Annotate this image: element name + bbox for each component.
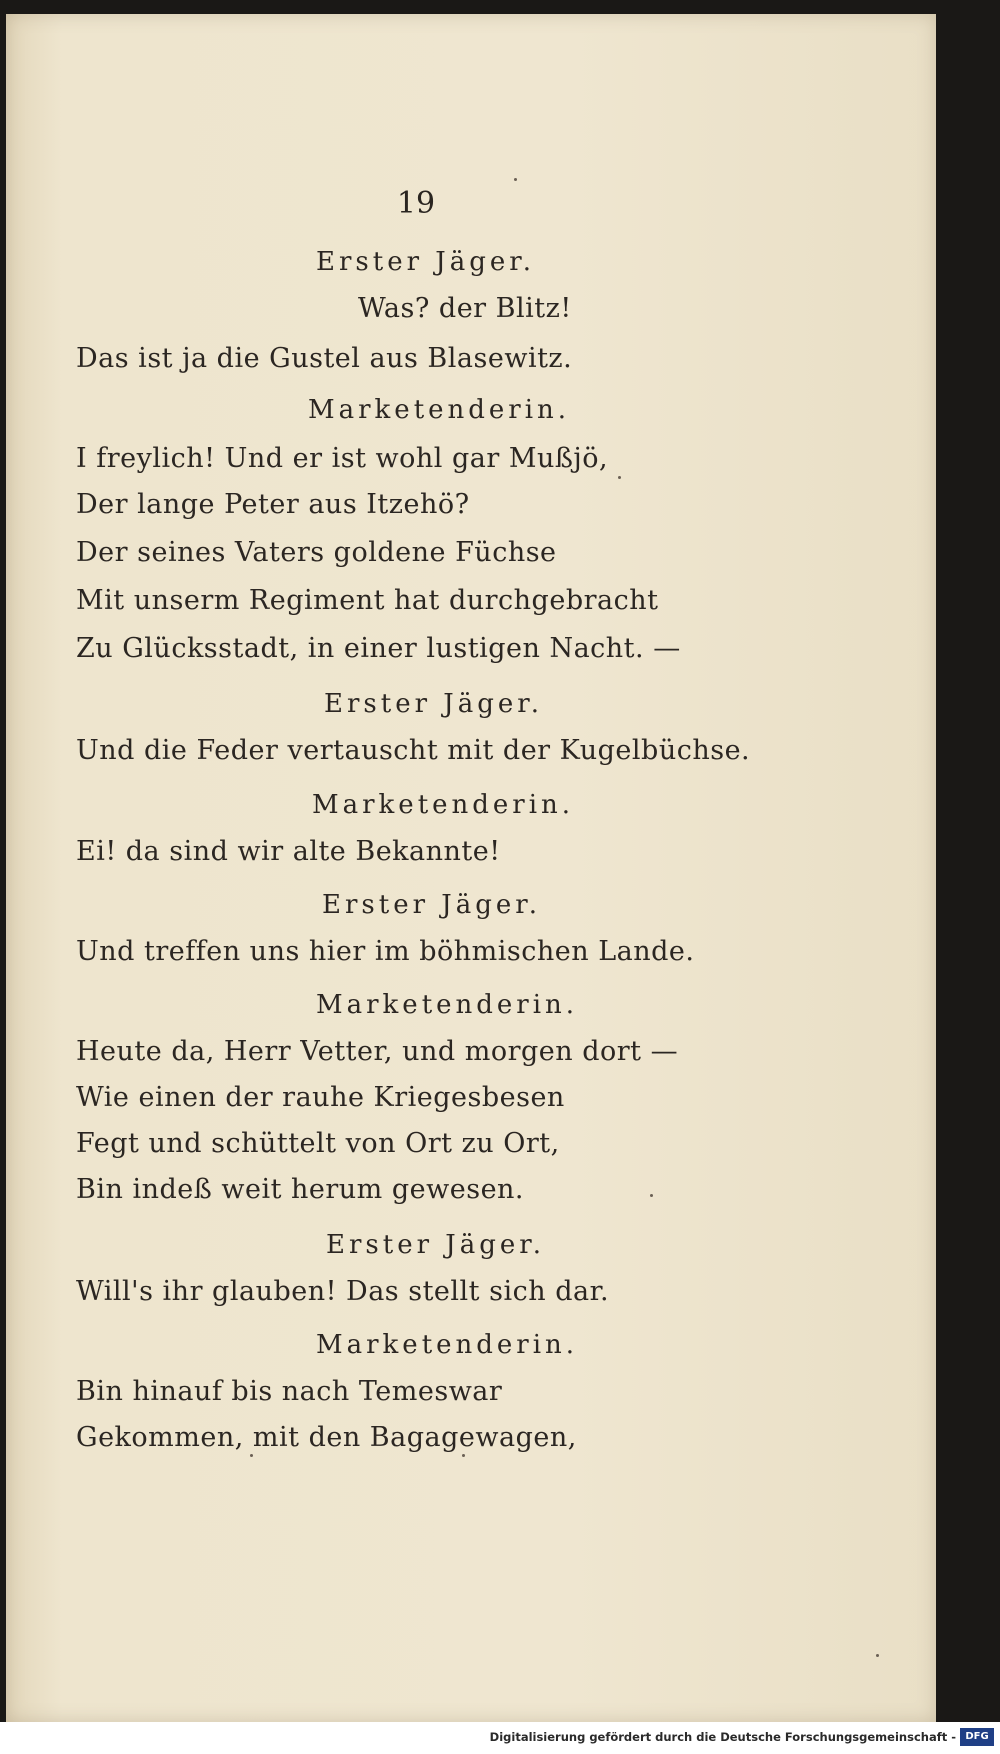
verse-line: Mit unserm Regiment hat durchgebracht (76, 585, 659, 616)
speaker-label: Marketenderin. (316, 1330, 579, 1360)
verse-line: Bin indeß weit herum gewesen. (76, 1174, 525, 1205)
speaker-label: Erster Jäger. (316, 247, 536, 277)
speaker-label: Erster Jäger. (322, 890, 542, 920)
verse-line: Bin hinauf bis nach Temeswar (76, 1376, 503, 1407)
verse-line: Und treffen uns hier im böhmischen Lande. (76, 936, 695, 967)
paper-speck (462, 1454, 465, 1457)
verse-line: Wie einen der rauhe Kriegesbesen (76, 1082, 565, 1113)
speaker-label: Erster Jäger. (326, 1230, 546, 1260)
paper-speck (650, 1194, 653, 1197)
speaker-label: Marketenderin. (316, 990, 579, 1020)
verse-line: Will's ihr glauben! Das stellt sich dar. (76, 1276, 610, 1307)
verse-line: Das ist ja die Gustel aus Blasewitz. (76, 343, 573, 374)
verse-line: Heute da, Herr Vetter, und morgen dort — (76, 1036, 679, 1067)
verse-line: Ei! da sind wir alte Bekannte! (76, 836, 501, 867)
paper-speck (250, 1454, 253, 1457)
verse-line: Zu Glücksstadt, in einer lustigen Nacht. — (76, 633, 681, 664)
verse-line: I freylich! Und er ist wohl gar Mußjö, (76, 443, 609, 474)
speaker-label: Erster Jäger. (324, 689, 544, 719)
paper-speck (514, 178, 517, 181)
page-number: 19 (396, 186, 436, 221)
verse-line: Was? der Blitz! (358, 293, 572, 324)
speaker-label: Marketenderin. (308, 395, 571, 425)
verse-line: Und die Feder vertauscht mit der Kugelbüchse. (76, 735, 751, 766)
digitization-footer (0, 1722, 1000, 1754)
dfg-logo: DFG (960, 1728, 994, 1746)
verse-line: Der seines Vaters goldene Füchse (76, 537, 557, 568)
verse-line: Gekommen, mit den Bagagewagen, (76, 1422, 577, 1453)
funding-credit: Digitalisierung gefördert durch die Deutsche Forschungsgemeinschaft - (489, 1730, 956, 1744)
book-page (6, 14, 936, 1722)
verse-line: Fegt und schüttelt von Ort zu Ort, (76, 1128, 560, 1159)
speaker-label: Marketenderin. (312, 790, 575, 820)
paper-speck (876, 1654, 879, 1657)
verse-line: Der lange Peter aus Itzehö? (76, 489, 470, 520)
paper-speck (618, 476, 621, 479)
